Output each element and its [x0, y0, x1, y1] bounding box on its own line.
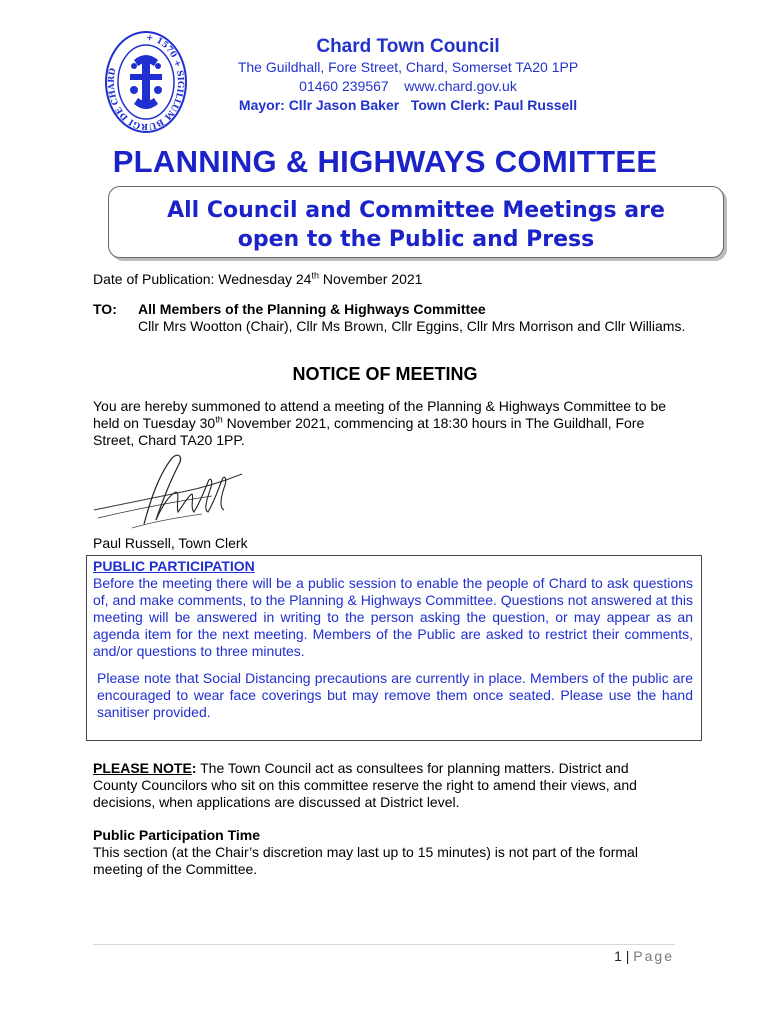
- please-note-colon: :: [191, 760, 197, 776]
- council-contact: 01460 239567 www.chard.gov.uk: [299, 78, 517, 94]
- public-banner-line-2: open to the Public and Press: [237, 227, 595, 252]
- participation-time-text: This section (at the Chair’s discretion may last up to 15 minutes) is not part of the formal meeting of the Committee.: [93, 844, 638, 877]
- council-seal-logo: [104, 30, 188, 134]
- notice-heading: NOTICE OF MEETING: [292, 364, 478, 384]
- please-note-label: PLEASE NOTE: [93, 760, 192, 776]
- clerk-signoff: Paul Russell, Town Clerk: [93, 535, 248, 551]
- please-note-paragraph: [93, 760, 673, 811]
- publication-date: [93, 271, 422, 288]
- clerk-signature: [92, 452, 252, 534]
- page-footer: [560, 948, 674, 964]
- meeting-summons: [93, 398, 683, 449]
- recipients-members: Cllr Mrs Wootton (Chair), Cllr Ms Brown, Cllr Eggins, Cllr Mrs Morrison and Cllr Williams.: [138, 318, 686, 334]
- recipients-heading: All Members of the Planning & Highways Committee: [138, 301, 486, 317]
- recipients-block: [138, 301, 698, 335]
- publication-date-sup: th: [311, 270, 319, 281]
- summons-text-end: November 2021, commencing at 18:30 hours in The Guildhall, Fore Street, Chard TA20 1PP.: [93, 415, 645, 448]
- council-officers: Mayor: Cllr Jason Baker Town Clerk: Paul Russell: [238, 97, 578, 113]
- publication-date-prefix: Date of Publication: Wednesday 24: [93, 271, 312, 287]
- committee-title: PLANNING & HIGHWAYS COMITTEE: [112, 144, 658, 179]
- summons-sup: th: [215, 414, 223, 425]
- council-name: Chard Town Council: [316, 36, 500, 57]
- summons-text-start: You are hereby summoned to attend a meeting of the Planning & Highways Committee to be held on Tuesday 30: [93, 398, 667, 431]
- council-address: The Guildhall, Fore Street, Chard, Somerset TA20 1PP: [237, 59, 579, 75]
- page-separator: |: [621, 948, 634, 964]
- participation-time-heading: Public Participation Time: [93, 827, 261, 843]
- public-participation-heading: PUBLIC PARTICIPATION: [93, 558, 255, 574]
- page-word: Page: [633, 948, 674, 964]
- please-note-text: The Town Council act as consultees for planning matters. District and County Councilors who sit on this committee reserve the right to amend their views, and decisions, when applications are discussed at District level.: [93, 760, 637, 810]
- public-banner-line-1: All Council and Committee Meetings are: [167, 198, 665, 223]
- page-number: 1: [614, 948, 622, 964]
- to-label: TO:: [93, 301, 117, 317]
- footer-divider: [93, 944, 675, 945]
- publication-date-suffix: November 2021: [318, 271, 423, 287]
- public-participation-paragraph-2: Please note that Social Distancing precautions are currently in place. Members of the public are encouraged to wear face coverings but may remove them once seated. Please use the hand sanitiser provided.: [97, 670, 693, 720]
- seal-ring-text: + 1570 + SIGILLUM BURGI DE CHARD: [106, 32, 186, 132]
- public-participation-box: [86, 555, 702, 741]
- public-participation-paragraph-1: Before the meeting there will be a public session to enable the people of Chard to ask questions of, and make comments, to the Planning & Highways Committee. Questions not answered at this meeting will be answered in writing to the person asking the question, or may appear as an agenda item for the next meeting. Members of the Public are asked to restrict their comments, and/or questions to three minutes.: [93, 575, 693, 659]
